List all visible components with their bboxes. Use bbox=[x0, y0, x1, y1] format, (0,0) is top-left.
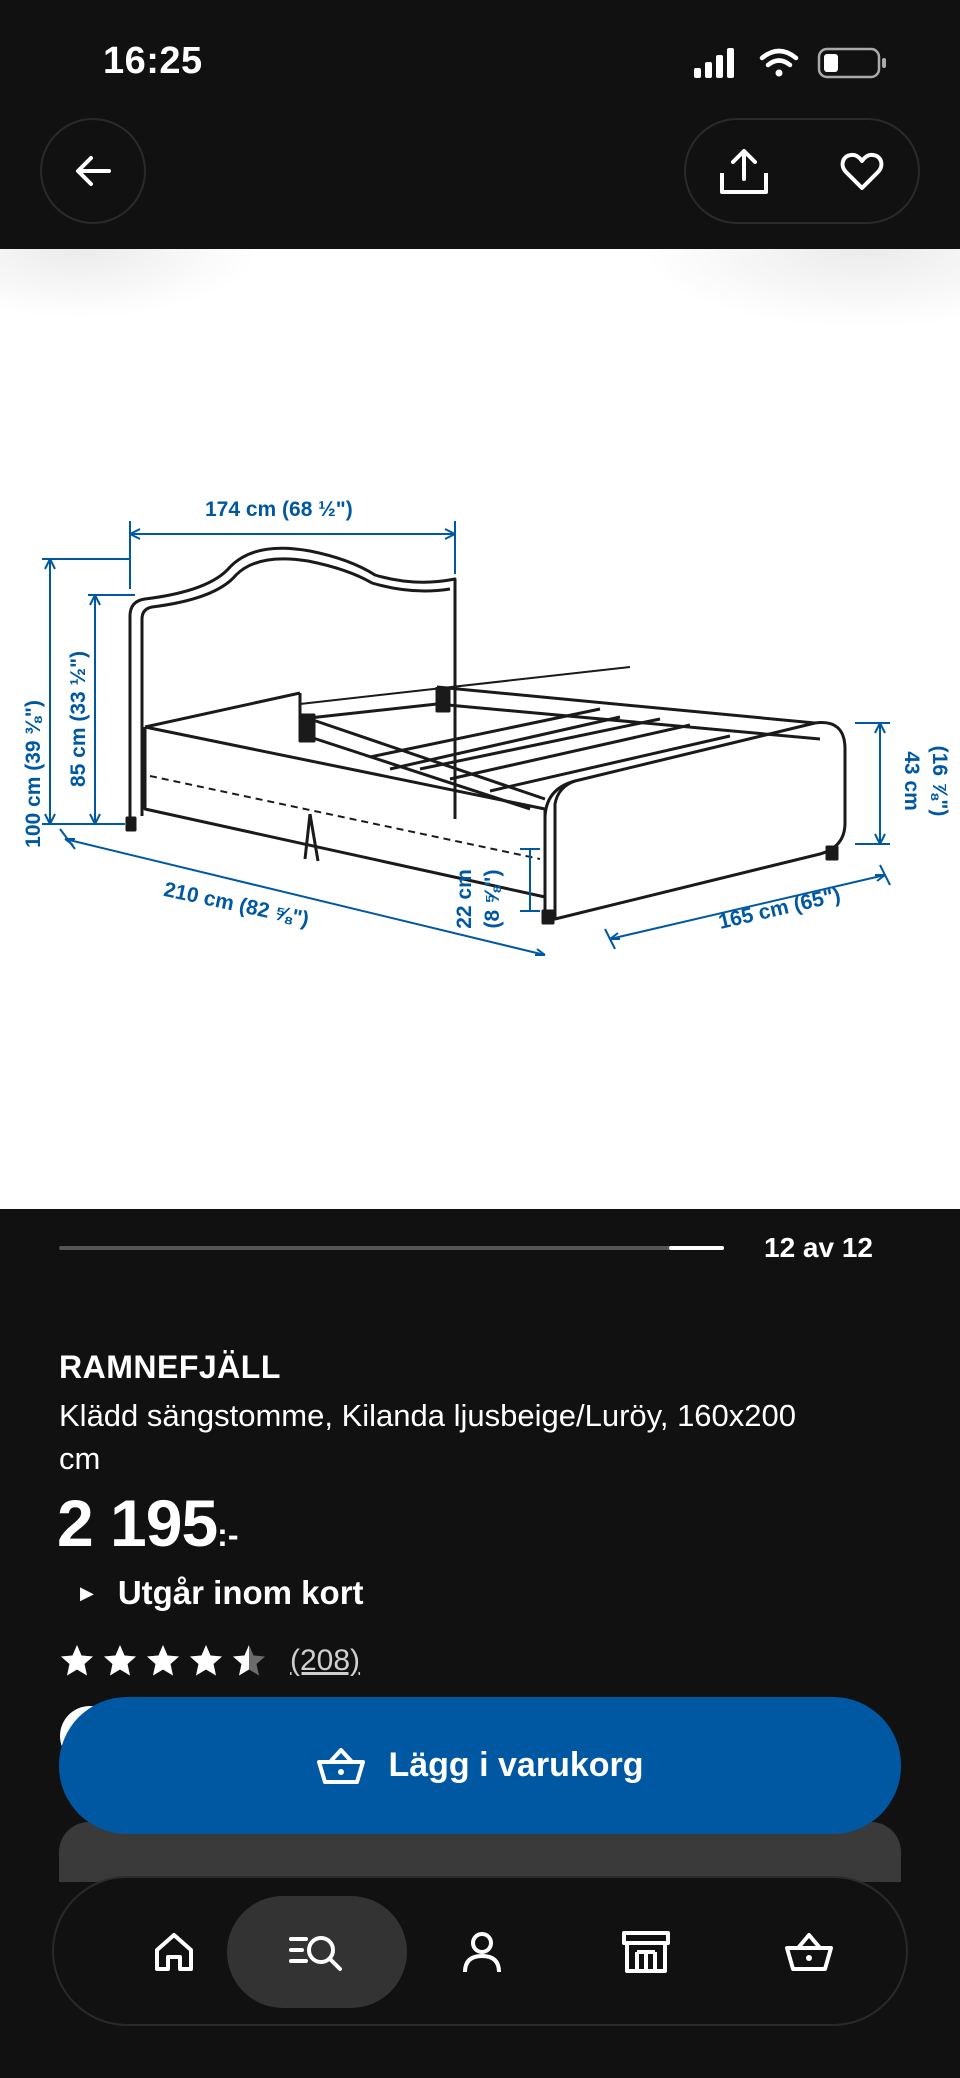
star-icon bbox=[102, 1643, 138, 1679]
store-icon bbox=[621, 1930, 671, 1974]
image-shadow-left bbox=[0, 249, 260, 319]
cart-icon bbox=[316, 1746, 366, 1786]
star-icon bbox=[145, 1643, 181, 1679]
bottom-nav bbox=[52, 1876, 908, 2026]
action-pill bbox=[684, 118, 920, 224]
dim-footboard-cm: 43 cm bbox=[900, 751, 923, 811]
dim-width-top: 174 cm (68 ½") bbox=[205, 498, 353, 521]
review-count-link[interactable]: (208) bbox=[290, 1644, 361, 1677]
status-time: 16:25 bbox=[103, 40, 203, 82]
rating[interactable] bbox=[59, 1643, 360, 1679]
signal-icon bbox=[694, 48, 734, 78]
image-shadow-right bbox=[640, 249, 960, 329]
arrow-left-icon bbox=[71, 149, 115, 193]
share-icon bbox=[718, 147, 770, 197]
bed-dimension-drawing bbox=[0, 249, 960, 1209]
favorite-button[interactable] bbox=[826, 136, 898, 208]
add-to-cart-button[interactable] bbox=[59, 1697, 901, 1834]
product-image[interactable] bbox=[0, 249, 960, 1209]
rating-stars bbox=[59, 1643, 274, 1679]
dim-total-height: 100 cm (39 ⅜") bbox=[22, 700, 45, 848]
nav-search[interactable] bbox=[227, 1896, 407, 2008]
dim-clearance-cm: 22 cm bbox=[453, 869, 476, 929]
wifi-icon bbox=[762, 51, 796, 77]
star-icon bbox=[231, 1643, 267, 1679]
star-icon bbox=[188, 1643, 224, 1679]
price-suffix: :- bbox=[217, 1517, 239, 1553]
heart-icon bbox=[840, 152, 884, 192]
product-description: Klädd sängstomme, Kilanda ljusbeige/Luröy, 160x200 cm bbox=[59, 1398, 797, 1476]
dim-length: 210 cm (82 ⅝") bbox=[161, 878, 311, 932]
share-button[interactable] bbox=[708, 136, 780, 208]
caret-right-icon: ▶ bbox=[80, 1582, 94, 1603]
cart-icon bbox=[784, 1931, 834, 1973]
dim-clearance-in: (8 ⅝") bbox=[481, 869, 504, 929]
nav-cart[interactable] bbox=[719, 1896, 899, 2008]
dim-footboard-in: (16 ⅞") bbox=[928, 745, 951, 817]
dim-headboard-height: 85 cm (33 ½") bbox=[67, 650, 90, 788]
add-to-cart-label: Lägg i varukorg bbox=[388, 1746, 644, 1784]
price-value: 2 195 bbox=[57, 1486, 218, 1560]
search-icon bbox=[288, 1930, 346, 1974]
back-button[interactable] bbox=[40, 118, 146, 224]
profile-icon bbox=[460, 1930, 504, 1974]
product-name: RAMNEFJÄLL bbox=[59, 1349, 281, 1385]
carousel-progress-fill bbox=[669, 1246, 724, 1250]
status-bar bbox=[0, 0, 960, 110]
dim-width-bottom: 165 cm (65") bbox=[716, 883, 843, 934]
nav-stores[interactable] bbox=[556, 1896, 736, 2008]
star-icon bbox=[59, 1643, 95, 1679]
status-icons bbox=[694, 46, 894, 80]
availability-toggle[interactable] bbox=[80, 1574, 364, 1612]
carousel-counter: 12 av 12 bbox=[764, 1232, 873, 1263]
battery-icon bbox=[819, 49, 886, 77]
product-price bbox=[57, 1485, 238, 1561]
carousel-progress bbox=[59, 1246, 724, 1250]
nav-profile[interactable] bbox=[392, 1896, 572, 2008]
availability-label: Utgår inom kort bbox=[117, 1574, 364, 1611]
home-icon bbox=[152, 1930, 196, 1974]
